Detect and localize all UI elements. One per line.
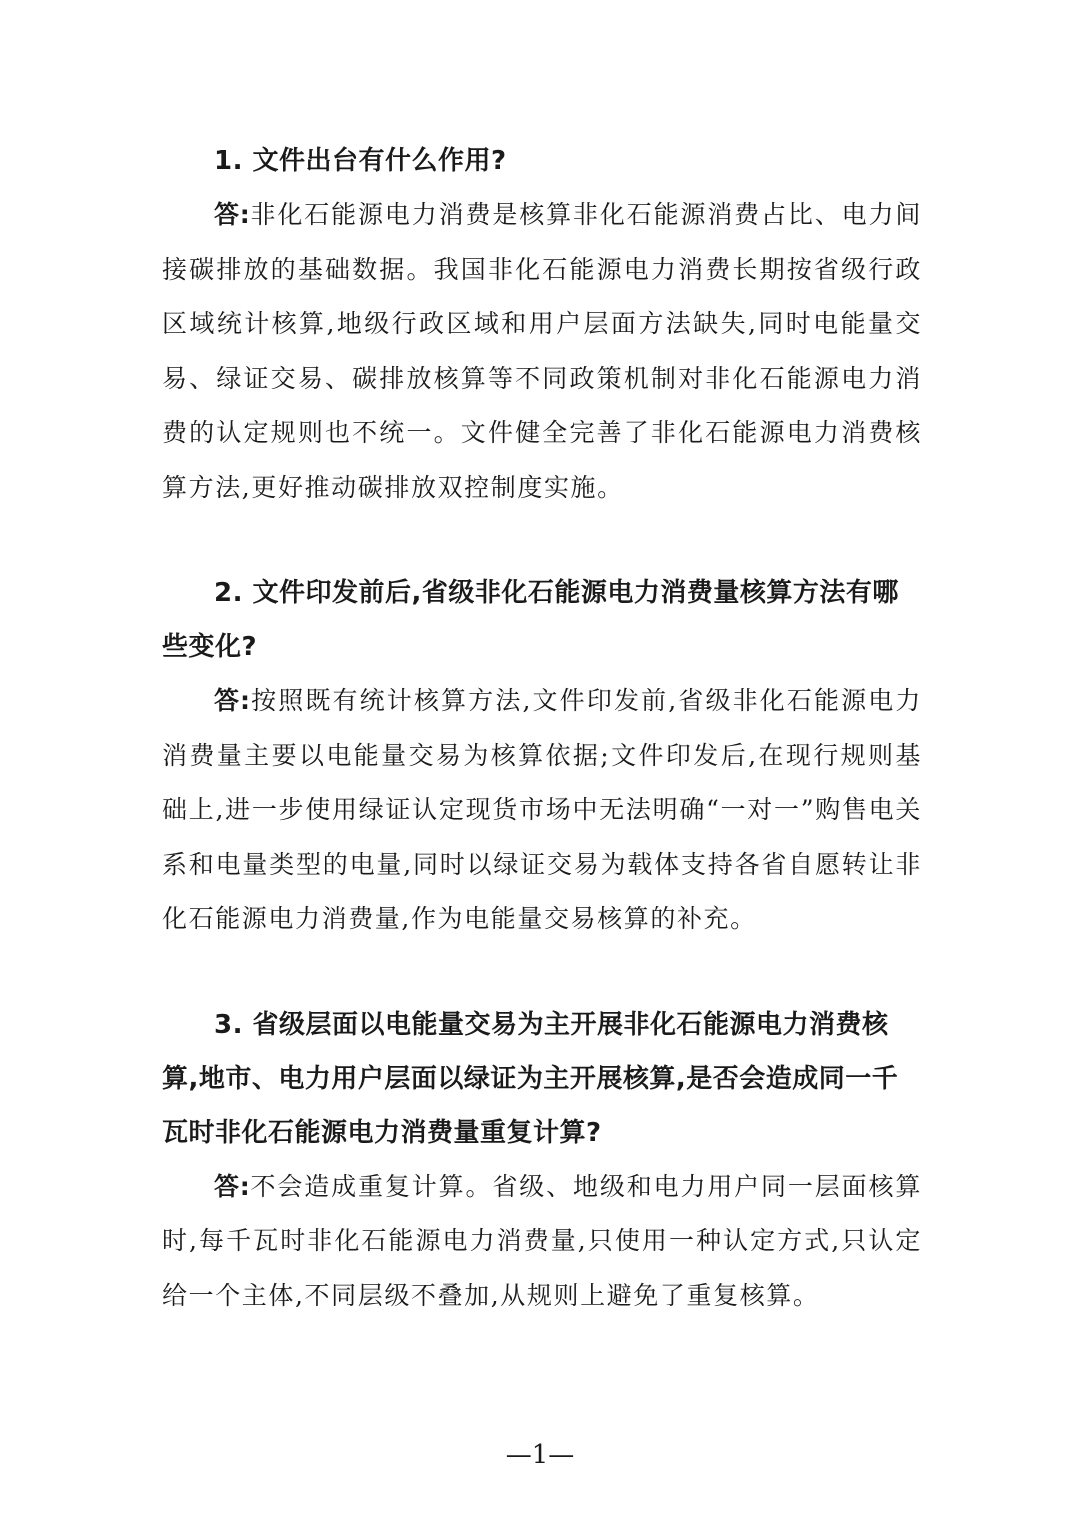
question-heading: 2. 文件印发前后,省级非化石能源电力消费量核算方法有哪些变化? xyxy=(162,578,899,662)
answer-text: 非化石能源电力消费是核算非化石能源消费占比、电力间接碳排放的基础数据。我国非化石能源电力消费长期按省级行政区域统计核算,地级行政区域和用户层面方法缺失,同时电能量交易、绿证交易、碳排放核算等不同政策机制对非化石能源电力消费的认定规则也不统一。文件健全完善了非化石能源电力消费核算方法,更好推动碳排放双控制度实施。 xyxy=(162,200,922,502)
answer-paragraph xyxy=(162,1160,922,1324)
qa-section-2 xyxy=(162,566,922,947)
answer-text: 按照既有统计核算方法,文件印发前,省级非化石能源电力消费量主要以电能量交易为核算依据;文件印发后,在现行规则基础上,进一步使用绿证认定现货市场中无法明确“一对一”购售电关系和电量类型的电量,同时以绿证交易为载体支持各省自愿转让非化石能源电力消费量,作为电能量交易核算的补充。 xyxy=(162,686,923,933)
answer-label: 答: xyxy=(214,686,251,715)
qa-section-1 xyxy=(162,134,922,515)
question-heading: 1. 文件出台有什么作用? xyxy=(214,146,507,176)
qa-section-3 xyxy=(162,998,922,1324)
answer-label: 答: xyxy=(214,1171,251,1201)
answer-text: 不会造成重复计算。省级、地级和电力用户同一层面核算时,每千瓦时非化石能源电力消费量,只使用一种认定方式,只认定给一个主体,不同层级不叠加,从规则上避免了重复核算。 xyxy=(162,1171,922,1310)
answer-paragraph xyxy=(162,674,922,947)
document-body xyxy=(162,134,922,1323)
page-number: —1— xyxy=(505,1440,575,1470)
answer-paragraph xyxy=(162,188,922,515)
answer-label: 答: xyxy=(214,200,251,229)
question-heading: 3. 省级层面以电能量交易为主开展非化石能源电力消费核算,地市、电力用户层面以绿证为主开展核算,是否会造成同一千瓦时非化石能源电力消费量重复计算? xyxy=(162,1009,899,1148)
